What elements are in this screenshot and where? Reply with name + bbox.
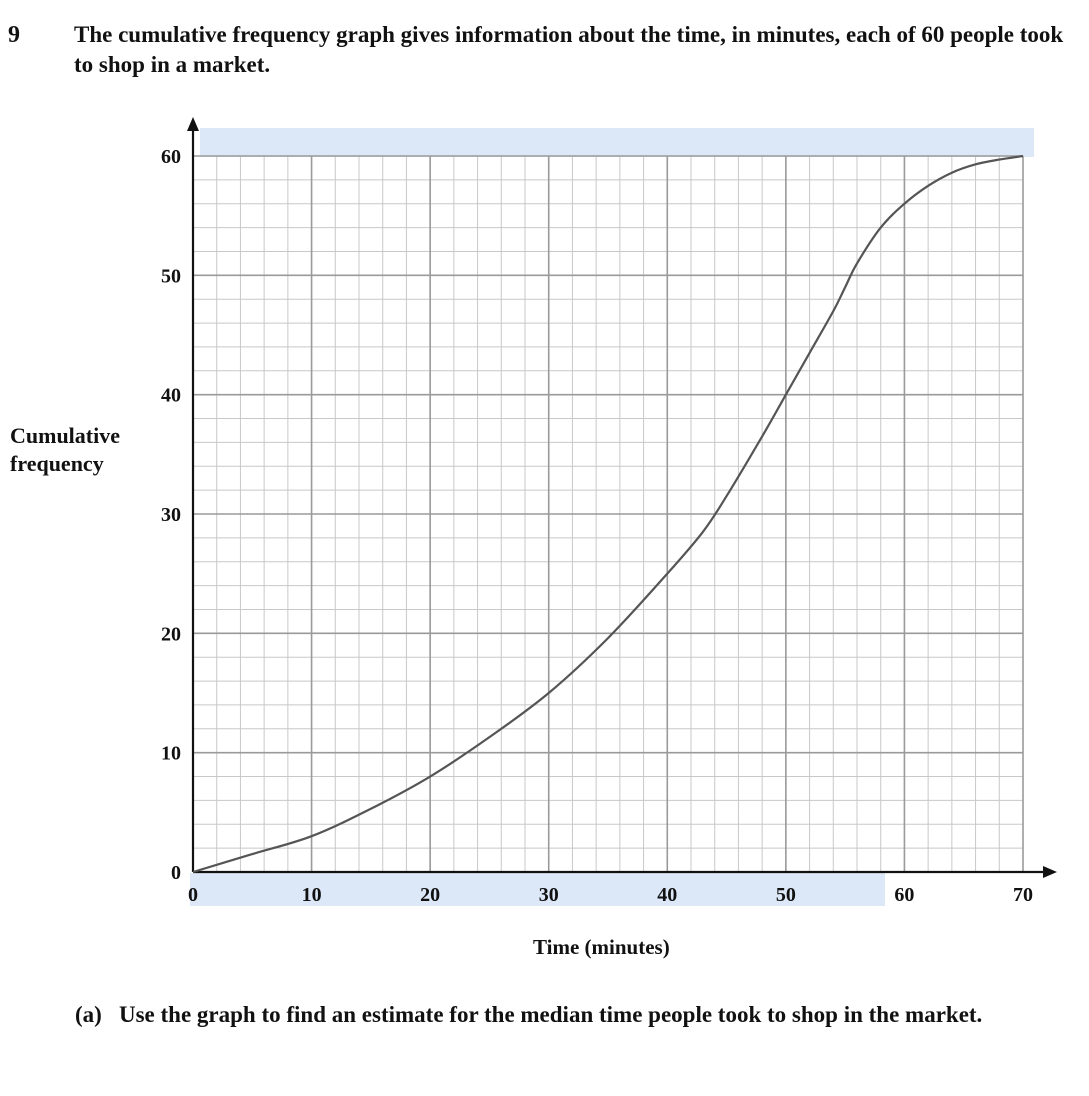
y-tick-label: 60 <box>161 146 181 168</box>
y-tick-label: 20 <box>161 623 181 646</box>
x-axis-label: Time (minutes) <box>533 935 670 959</box>
y-tick-label: 50 <box>161 265 181 288</box>
x-tick-label: 10 <box>301 884 322 906</box>
y-axis-label-line-1: Cumulative <box>10 423 120 448</box>
top-highlight-band <box>200 128 1034 157</box>
y-axis-label-line-2: frequency <box>10 451 104 476</box>
x-tick-label: 70 <box>1013 884 1033 906</box>
x-tick-label: 0 <box>188 884 198 906</box>
y-tick-label: 40 <box>161 384 181 407</box>
x-tick-label: 40 <box>657 884 678 906</box>
question-intro: The cumulative frequency graph gives information about the time, in minutes, each of 60 people took to shop in a market. <box>74 22 1064 77</box>
x-tick-label: 30 <box>538 884 559 906</box>
x-tick-label: 60 <box>894 884 915 906</box>
x-tick-label: 20 <box>420 884 441 906</box>
y-axis-arrow <box>187 117 199 131</box>
y-tick-label: 30 <box>161 504 181 526</box>
part-label: (a) <box>75 1002 102 1027</box>
question-number: 9 <box>8 22 20 48</box>
part-text: Use the graph to find an estimate for the median time people took to shop in the market. <box>119 1002 983 1027</box>
y-tick-label: 0 <box>171 862 181 884</box>
x-tick-label: 50 <box>775 884 796 906</box>
y-tick-label: 10 <box>161 742 181 765</box>
x-axis-arrow <box>1043 866 1057 878</box>
